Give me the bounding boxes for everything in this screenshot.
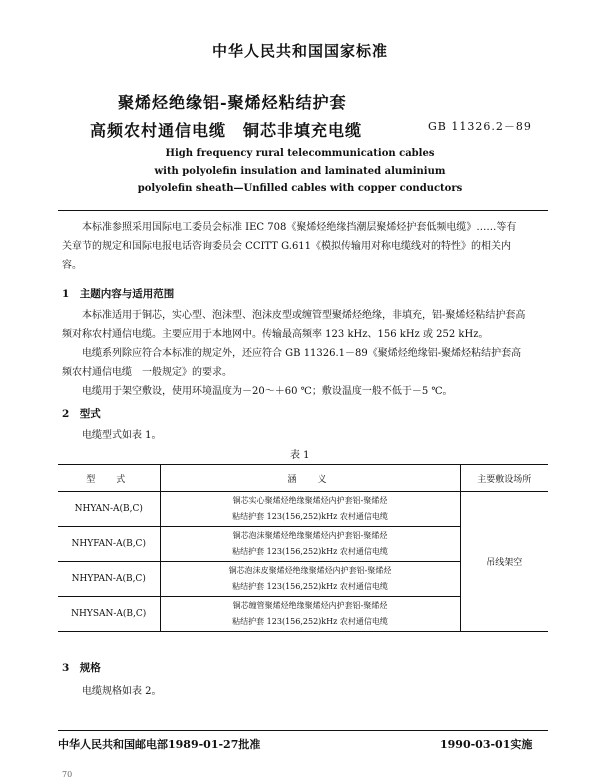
english-title-line-2: with polyolefin insulation and laminated aluminium — [154, 166, 446, 177]
approval-note: 中华人民共和国邮电部1989-01-27批准 — [58, 738, 261, 751]
meaning-cell — [160, 527, 460, 562]
install-location-cell: 吊线架空 — [460, 492, 548, 632]
section-1-heading: 1 主题内容与适用范围 — [62, 288, 175, 300]
model-cell: NHYAN-A(B,C) — [58, 492, 160, 527]
model-cell: NHYFAN-A(B,C) — [58, 527, 160, 562]
gb-standard-code: GB 11326.2－89 — [428, 120, 532, 133]
english-title-line-1: High frequency rural telecommunication cables — [165, 148, 435, 159]
intro-line-1: 本标准参照采用国际电工委员会标准 IEC 708《聚烯烃绝缘挡潮层聚烯烃护套低频电缆》……等有 — [82, 222, 517, 233]
meaning-line-1: 铜芯缠管聚烯烃绝缘聚烯烃内护套铝-聚烯烃 — [232, 601, 388, 610]
meaning-cell — [160, 562, 460, 597]
meaning-line-2: 粘结护套 123(156,252)kHz 农村通信电缆 — [232, 547, 388, 556]
document-header: 中华人民共和国国家标准 — [211, 42, 388, 60]
section-3-intro: 电缆规格如表 2。 — [82, 686, 162, 697]
section-3-heading: 3 规格 — [62, 662, 101, 674]
table-header-row — [58, 465, 548, 492]
section-1-para-2-line-1: 电缆系列除应符合本标准的规定外，还应符合 GB 11326.1－89《聚烯烃绝缘铝-聚烯烃粘结护套高 — [82, 348, 522, 359]
implementation-date: 1990-03-01实施 — [440, 738, 533, 751]
meaning-line-2: 粘结护套 123(156,252)kHz 农村通信电缆 — [232, 582, 388, 591]
title-divider — [58, 210, 548, 211]
meaning-cell — [160, 597, 460, 632]
english-title-line-3: polyolefin sheath—Unfilled cables with copper conductors — [137, 183, 463, 194]
section-1-para-3: 电缆用于架空敷设，使用环境温度为－20～＋60 ℃；敷设温度一般不低于－5 ℃。 — [82, 386, 453, 397]
footer-divider — [58, 730, 548, 731]
table-row — [58, 492, 548, 527]
meaning-cell — [160, 492, 460, 527]
intro-line-3: 容。 — [62, 260, 82, 271]
cable-type-table — [58, 464, 548, 632]
column-header-meaning: 涵 义 — [160, 465, 460, 492]
column-header-model: 型 式 — [58, 465, 160, 492]
title-line-1: 聚烯烃绝缘铝-聚烯烃粘结护套 — [118, 93, 347, 112]
meaning-line-1: 铜芯泡沫聚烯烃绝缘聚烯烃内护套铝-聚烯烃 — [232, 531, 388, 540]
section-2-intro: 电缆型式如表 1。 — [82, 430, 162, 441]
column-header-location: 主要敷设场所 — [460, 465, 548, 492]
section-2-heading: 2 型式 — [62, 408, 101, 420]
section-1-para-2-line-2: 频农村通信电缆 一般规定》的要求。 — [62, 367, 232, 378]
meaning-line-1: 铜芯泡沫皮聚烯烃绝缘聚烯烃内护套铝-聚烯烃 — [228, 566, 392, 575]
table-1-title: 表 1 — [290, 450, 310, 461]
model-cell: NHYPAN-A(B,C) — [58, 562, 160, 597]
meaning-line-1: 铜芯实心聚烯烃绝缘聚烯烃内护套铝-聚烯烃 — [232, 496, 388, 505]
meaning-line-2: 粘结护套 123(156,252)kHz 农村通信电缆 — [232, 617, 388, 626]
model-cell: NHYSAN-A(B,C) — [58, 597, 160, 632]
section-1-para-1-line-1: 本标准适用于铜芯，实心型、泡沫型、泡沫皮型或缠管型聚烯烃绝缘，非填充，铝-聚烯烃粘结护套高 — [82, 310, 526, 321]
meaning-line-2: 粘结护套 123(156,252)kHz 农村通信电缆 — [232, 512, 388, 521]
page-number: 70 — [62, 770, 73, 779]
title-line-2: 高频农村通信电缆 铜芯非填充电缆 — [90, 121, 363, 140]
intro-line-2: 关章节的规定和国际电报电话咨询委员会 CCITT G.611《模拟传输用对称电缆线对的特性》的相关内 — [62, 241, 512, 252]
section-1-para-1-line-2: 频对称农村通信电缆。主要应用于本地网中。传输最高频率 123 kHz、156 kHz 或 252 kHz。 — [62, 329, 489, 340]
